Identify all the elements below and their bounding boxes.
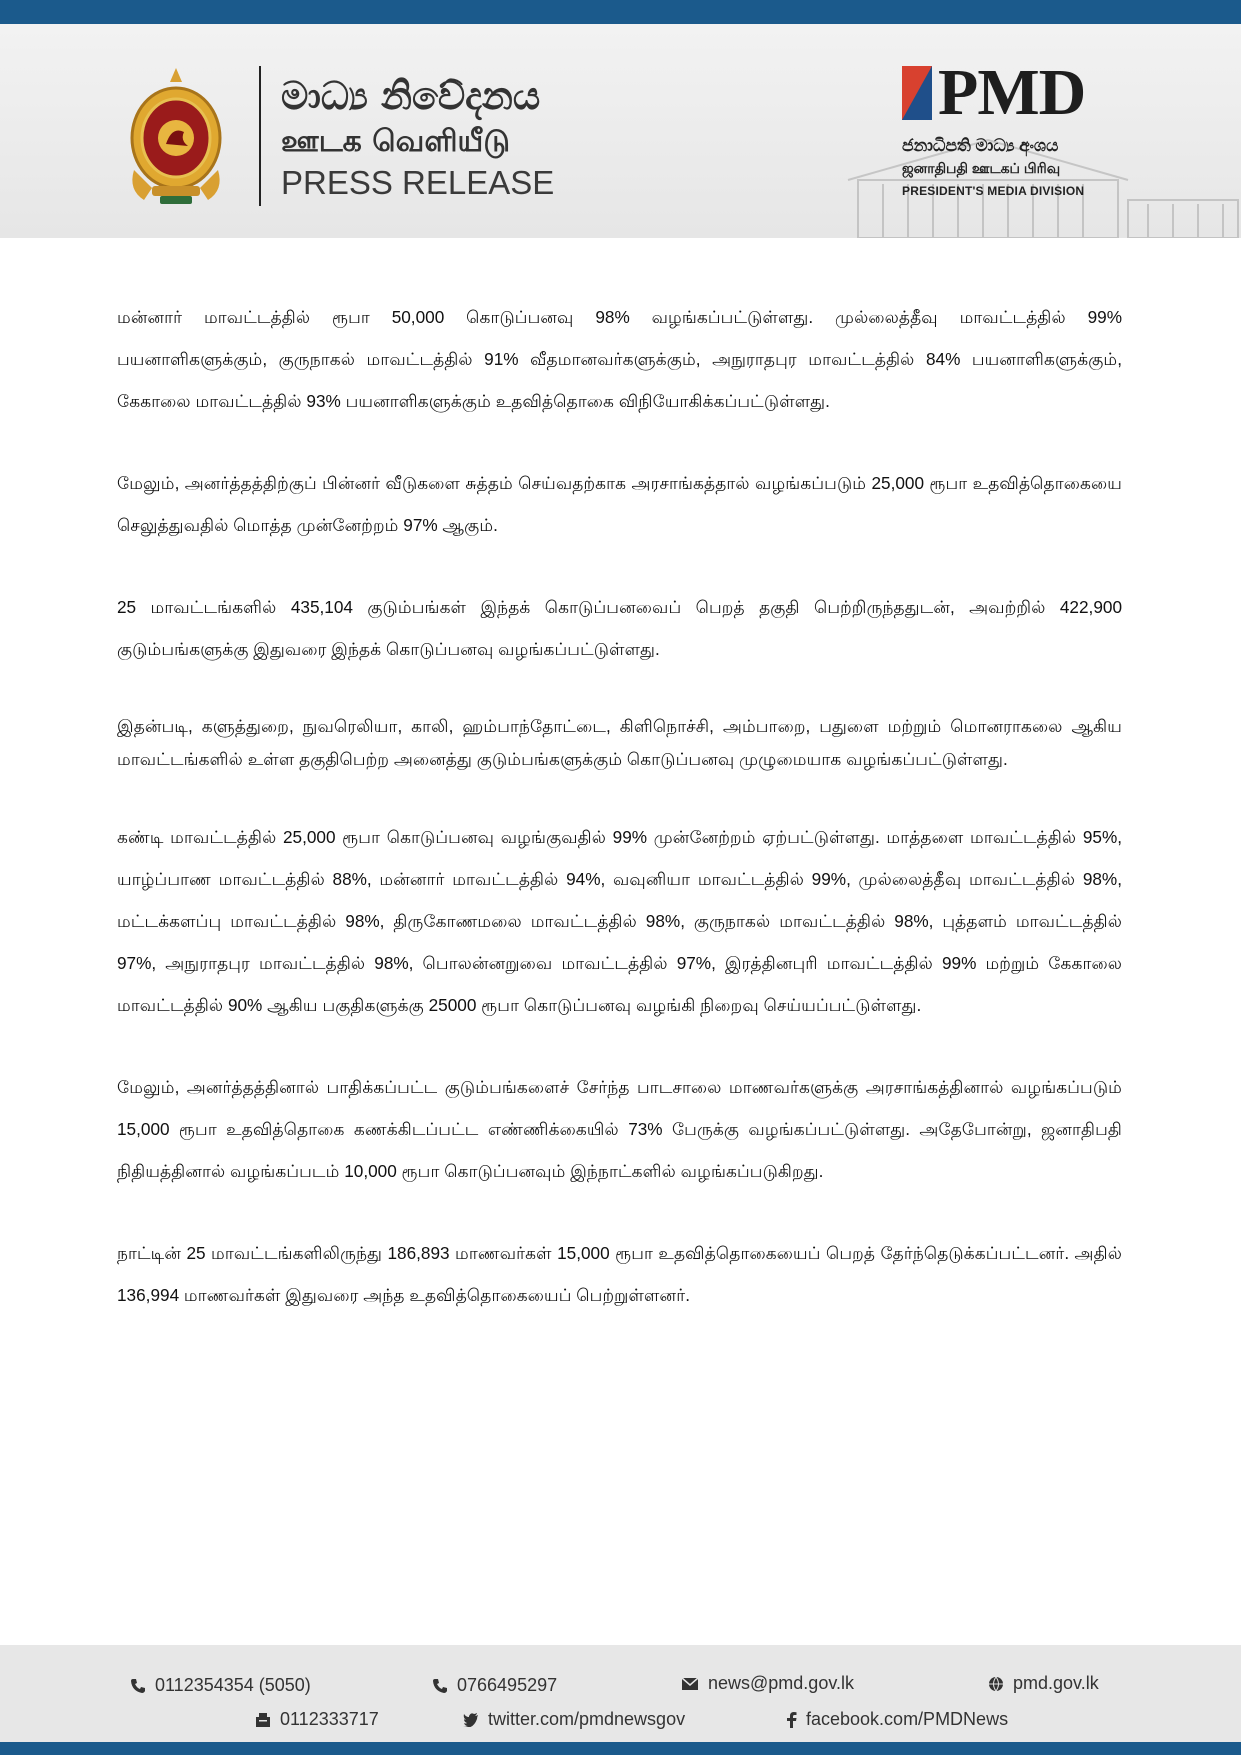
- twitter-text: twitter.com/pmdnewsgov: [488, 1709, 686, 1729]
- phone-2-text: 0766495297: [457, 1675, 558, 1695]
- fax-icon: [255, 1712, 271, 1728]
- letterhead: [0, 24, 1241, 238]
- envelope-icon: [681, 1677, 699, 1691]
- facebook-text: facebook.com/PMDNews: [806, 1709, 1009, 1729]
- title-sinhala: මාධ්‍ය නිවේදනය: [281, 74, 541, 118]
- paragraph-6: மேலும், அனர்த்தத்தினால் பாதிக்கப்பட்ட குடும்பங்களைச் சேர்ந்த பாடசாலை மாணவர்களுக்கு அரசாங்கத்தினால் வழங்கப்படும் 15,000 ரூபா உதவித்தொகை கணக்கிடப்பட்ட எண்ணிக்கையில் 73% பேருக்கு வழங்கப்பட்டுள்ளது. அதேபோன்று, ஜனாதிபதி நிதியத்தினால் வழங்கப்படம் 10,000 ரூபா கொடுப்பனவும் இந்நாட்களில் வழங்கப்படுகிறது.: [117, 1077, 1122, 1181]
- contact-email[interactable]: [681, 1673, 854, 1694]
- brand-sinhala: ජනාධිපති මාධ්‍ය අංශය: [902, 136, 1059, 155]
- title-english: PRESS RELEASE: [281, 164, 555, 201]
- contact-phone-1[interactable]: [130, 1675, 311, 1696]
- paragraph-7: நாட்டின் 25 மாவட்டங்களிலிருந்து 186,893 மாணவர்கள் 15,000 ரூபா உதவித்தொகையைப் பெறத் தேர்ந்தெடுக்கப்பட்டனர். அதில் 136,994 மாணவர்கள் இதுவரை அந்த உதவித்தொகையைப் பெற்றுள்ளனர்.: [117, 1243, 1122, 1305]
- paragraph-2: மேலும், அனர்த்தத்திற்குப் பின்னர் வீடுகளை சுத்தம் செய்வதற்காக அரசாங்கத்தால் வழங்கப்படும் 25,000 ரூபா உதவித்தொகையை செலுத்துவதில் மொத்த முன்னேற்றம் 97% ஆகும்.: [117, 473, 1122, 535]
- pmd-logo-text: PMD: [938, 56, 1086, 129]
- paragraph-4: இதன்படி, களுத்துறை, நுவரெலியா, காலி, ஹம்பாந்தோட்டை, கிளிநொச்சி, அம்பாறை, பதுளை மற்றும் மொனராகலை ஆகிய மாவட்டங்களில் உள்ள தகுதிபெற்ற அனைத்து குடும்பங்களுக்கும் கொடுப்பனவு முழுமையாக வழங்கப்பட்டுள்ளது.: [117, 716, 1122, 769]
- paragraph-3: 25 மாவட்டங்களில் 435,104 குடும்பங்கள் இந்தக் கொடுப்பனவைப் பெறத் தகுதி பெற்றிருந்ததுடன், அவற்றில் 422,900 குடும்பங்களுக்கு இதுவரை இந்தக் கொடுப்பனவு வழங்கப்பட்டுள்ளது.: [117, 597, 1122, 659]
- paragraph-1: மன்னார் மாவட்டத்தில் ரூபா 50,000 கொடுப்பனவு 98% வழங்கப்பட்டுள்ளது. முல்லைத்தீவு மாவட்டத்தில் 99% பயனாளிகளுக்கும், குருநாகல் மாவட்டத்தில் 91% வீதமானவர்களுக்கும், அநுராதபுர மாவட்டத்தில் 84% பயனாளிகளுக்கும், கேகாலை மாவட்டத்தில் 93% பயனாளிகளுக்கும் உதவித்தொகை விநியோகிக்கப்பட்டுள்ளது.: [117, 307, 1122, 411]
- contact-twitter[interactable]: [463, 1709, 685, 1730]
- paragraph-5: கண்டி மாவட்டத்தில் 25,000 ரூபா கொடுப்பனவு வழங்குவதில் 99% முன்னேற்றம் ஏற்பட்டுள்ளது. மாத்தளை மாவட்டத்தில் 95%, யாழ்ப்பாண மாவட்டத்தில் 88%, மன்னார் மாவட்டத்தில் 94%, வவுனியா மாவட்டத்தில் 99%, முல்லைத்தீவு மாவட்டத்தில் 98%, மட்டக்களப்பு மாவட்டத்தில் 98%, திருகோணமலை மாவட்டத்தில் 98%, குருநாகல் மாவட்டத்தில் 98%, புத்தளம் மாவட்டத்தில் 97%, அநுராதபுர மாவட்டத்தில் 98%, பொலன்னறுவை மாவட்டத்தில் 97%, இரத்தினபுரி மாவட்டத்தில் 99% மற்றும் கேகாலை மாவட்டத்தில் 90% ஆகிய பகுதிகளுக்கு 25000 ரூபா கொடுப்பனவு வழங்கி நிறைவு செய்யப்பட்டுள்ளது.: [117, 827, 1122, 1015]
- contact-facebook[interactable]: [787, 1709, 1008, 1730]
- title-tamil: ஊடக வெளியீடு: [281, 124, 510, 159]
- contact-footer: [0, 1645, 1241, 1742]
- contact-fax[interactable]: [255, 1709, 379, 1730]
- contact-website[interactable]: [988, 1673, 1099, 1694]
- brand-tamil: ஜனாதிபதி ஊடகப் பிரிவு: [902, 160, 1061, 176]
- website-text: pmd.gov.lk: [1013, 1673, 1099, 1693]
- facebook-icon: [787, 1712, 797, 1728]
- email-text: news@pmd.gov.lk: [708, 1673, 854, 1693]
- contact-phone-2[interactable]: [432, 1675, 557, 1696]
- phone-icon: [130, 1678, 146, 1694]
- bottom-color-bar: [0, 1742, 1241, 1755]
- phone-1-text: 0112354354 (5050): [155, 1675, 311, 1695]
- pmd-logo-mark-icon: [902, 66, 932, 120]
- brand-english: PRESIDENT'S MEDIA DIVISION: [902, 184, 1085, 198]
- header-divider: [259, 66, 261, 206]
- fax-text: 0112333717: [280, 1709, 379, 1729]
- phone-icon: [432, 1678, 448, 1694]
- top-color-bar: [0, 0, 1241, 24]
- press-release-body: [117, 296, 1122, 1356]
- twitter-icon: [463, 1713, 479, 1727]
- globe-icon: [988, 1676, 1004, 1692]
- national-emblem-icon: [122, 60, 230, 210]
